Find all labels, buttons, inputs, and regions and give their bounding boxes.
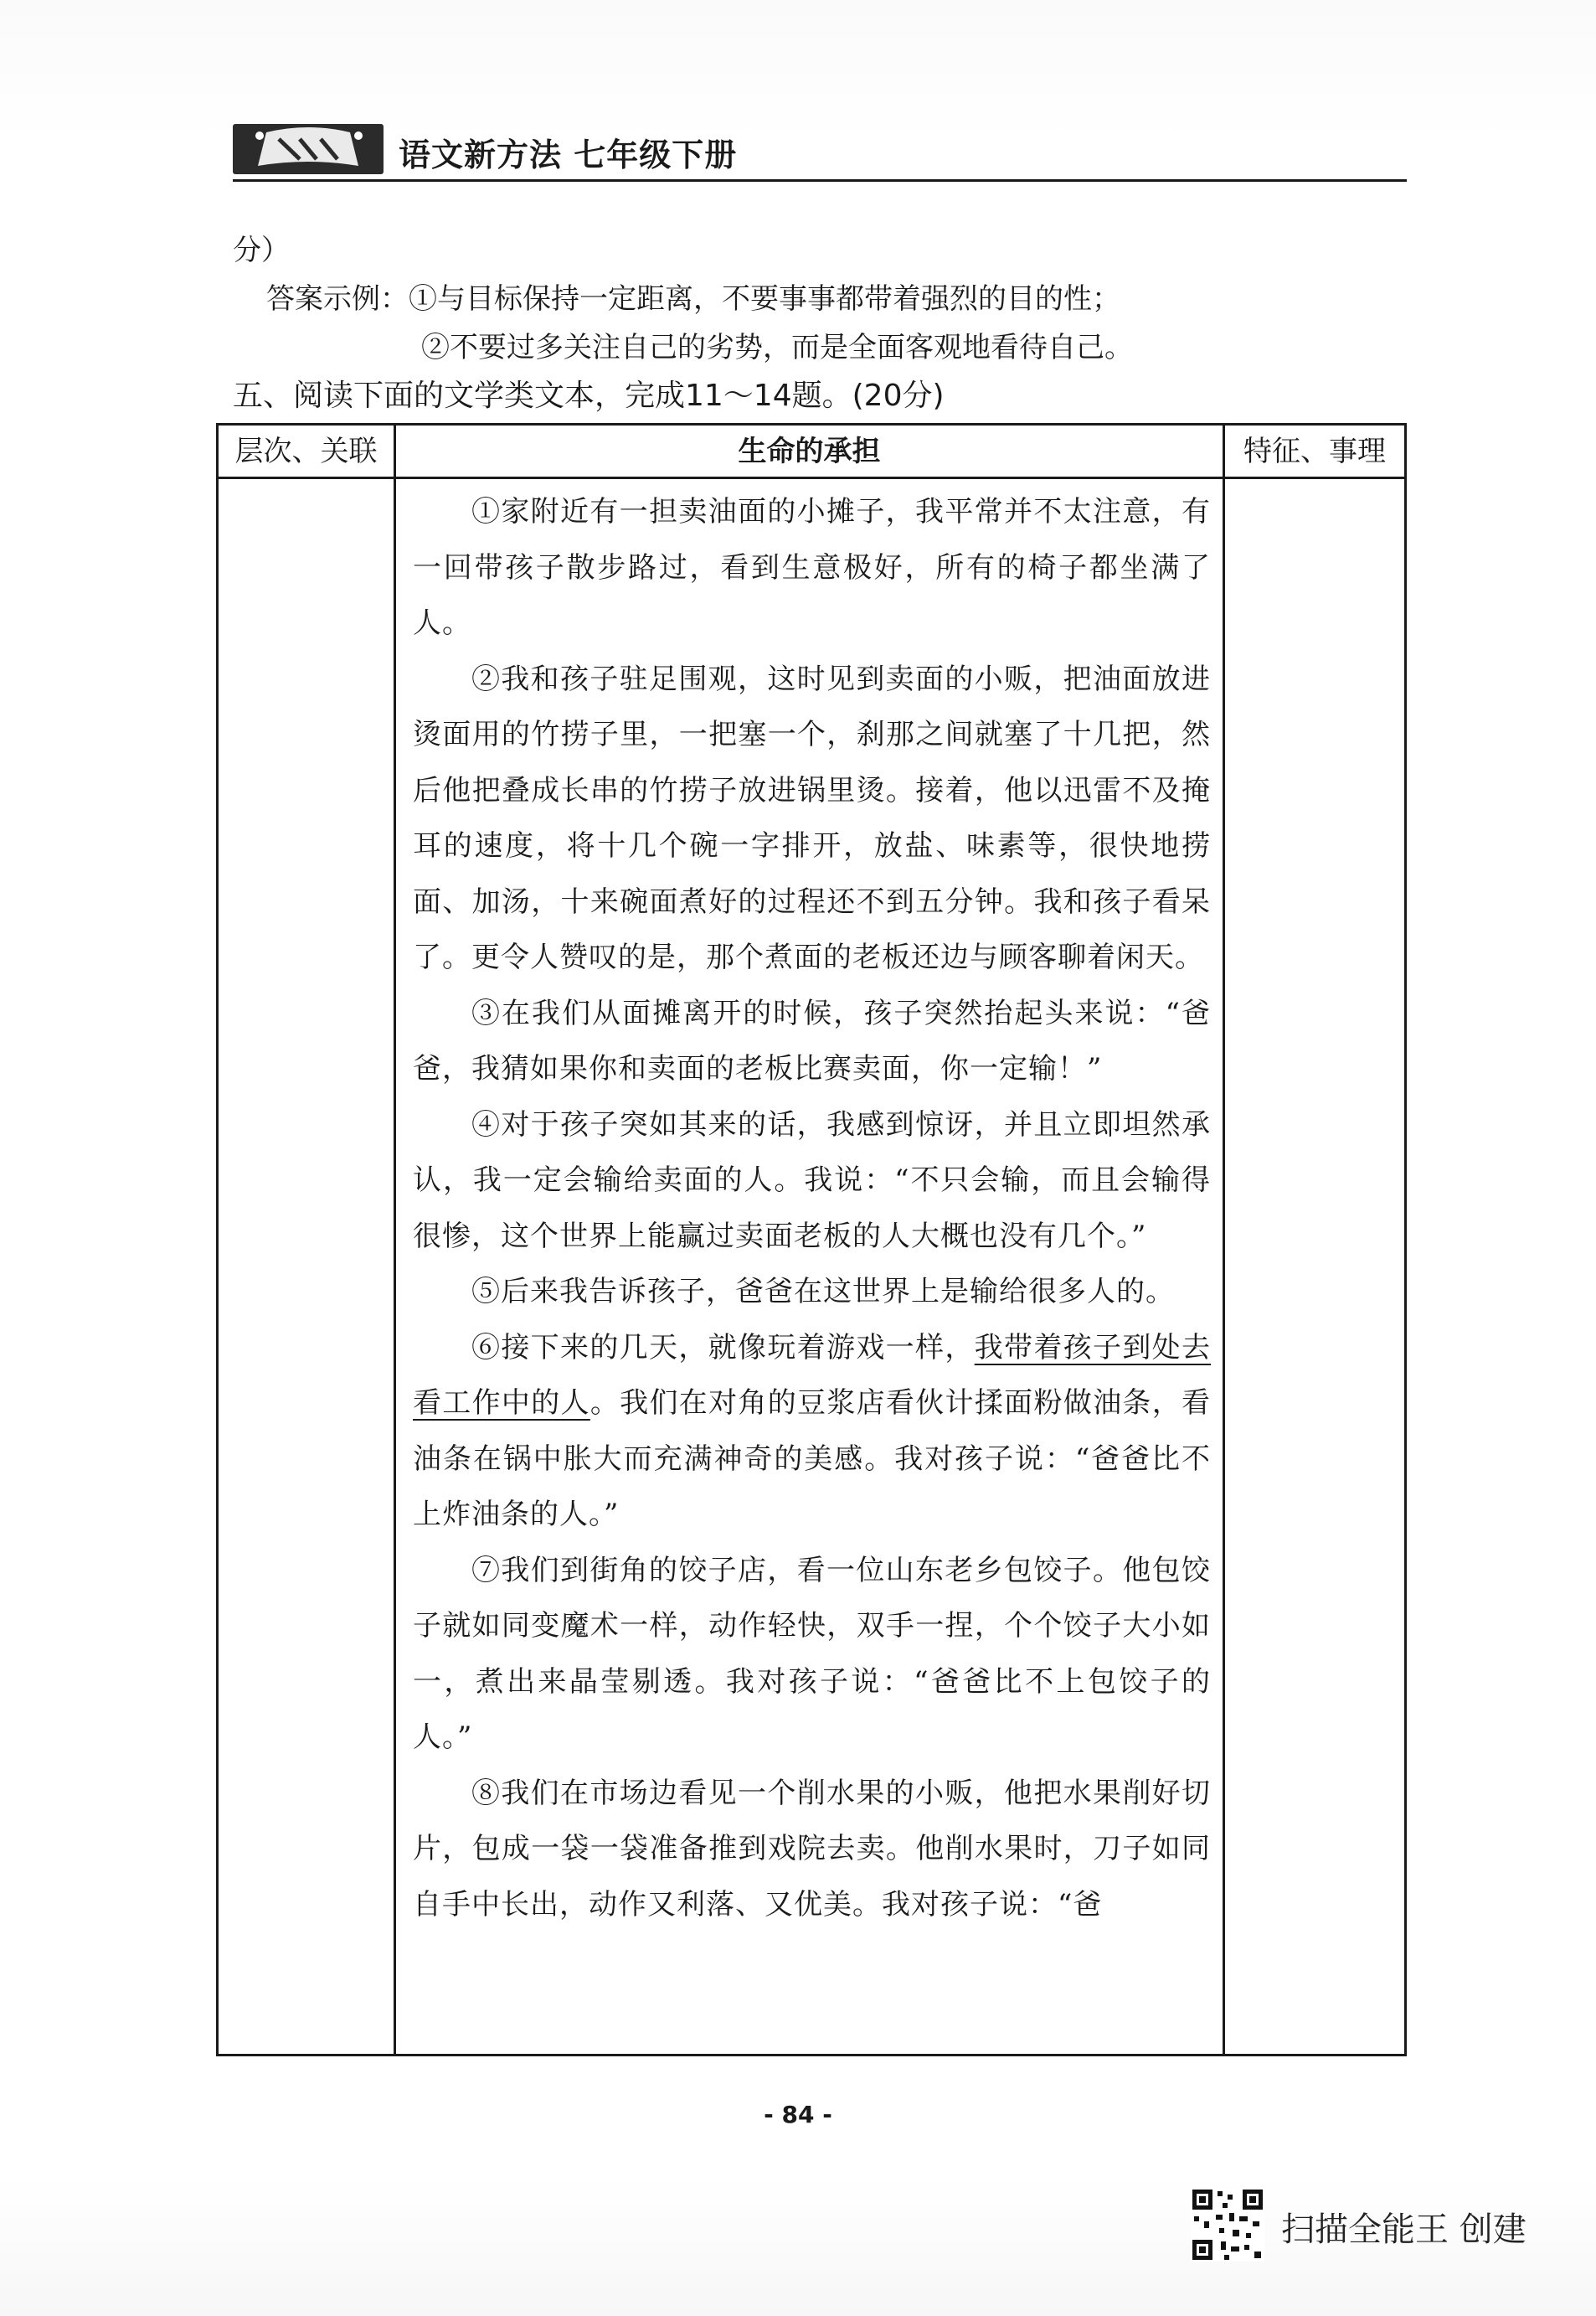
answer-label: 答案示例：	[266, 282, 409, 316]
feature-column	[1225, 426, 1404, 2054]
scanner-watermark	[1191, 2188, 1542, 2268]
layer-column-header: 层次、关联	[219, 426, 394, 479]
paragraph-1: ①家附近有一担卖油面的小摊子，我平常并不太注意，有一回带孩子散步路过，看到生意极好，所有的椅子都坐满了人。	[413, 495, 1211, 640]
qr-code-icon	[1191, 2188, 1264, 2262]
paragraph-4: ④对于孩子突如其来的话，我感到惊讶，并且立即坦然承认，我一定会输给卖面的人。我说：“不只会输，而且会输得很惨，这个世界上能赢过卖面老板的人大概也没有几个。”	[413, 1107, 1211, 1253]
paragraph-5: ⑤后来我告诉孩子，爸爸在这世界上是输给很多人的。	[471, 1275, 1175, 1308]
header-divider	[233, 179, 1407, 182]
article-column	[396, 426, 1225, 2054]
article-body	[396, 479, 1223, 1932]
page-number: - 84 -	[764, 2101, 832, 2128]
paragraph-2: ②我和孩子驻足围观，这时见到卖面的小贩，把油面放进烫面用的竹捞子里，一把塞一个，刹那之间就塞了十几把，然后他把叠成长串的竹捞子放进锅里烫。接着，他以迅雷不及掩耳的速度，将十几个碗一字排开，放盐、味素等，很快地捞面、加汤，十来碗面煮好的过程还不到五分钟。我和孩子看呆了。更令人赞叹的是，那个煮面的老板还边与顾客聊着闲天。	[413, 662, 1211, 974]
answer-item-1: ①与目标保持一定距离，不要事事都带着强烈的目的性；	[409, 282, 1120, 316]
paragraph-8: ⑧我们在市场边看见一个削水果的小贩，他把水果削好切片，包成一袋一袋准备推到戏院去卖。他削水果时，刀子如同自手中长出，动作又利落、又优美。我对孩子说：“爸	[413, 1776, 1211, 1921]
page-header	[233, 117, 1407, 184]
book-logo-icon	[233, 124, 384, 174]
paragraph-6-start: ⑥接下来的几天，就像玩着游戏一样，	[471, 1330, 975, 1364]
previous-score-tail: 分）	[233, 234, 290, 267]
answer-example-line	[233, 275, 1407, 323]
book-title: 语文新方法 七年级下册	[399, 137, 738, 173]
layer-column	[219, 426, 396, 2054]
paragraph-6	[413, 1320, 1211, 1543]
answer-item-2: ②不要过多关注自己的劣势，而是全面客观地看待自己。	[421, 331, 1133, 364]
article-title: 生命的承担	[396, 426, 1223, 479]
paragraph-6-end: 。我们在对角的豆浆店看伙计揉面粉做油条，看油条在锅中胀大而充满神奇的美感。我对孩子说：“爸爸比不上炸油条的人。”	[413, 1386, 1212, 1531]
reading-table	[216, 423, 1407, 2056]
watermark-text: 扫描全能王 创建	[1281, 2210, 1526, 2249]
feature-column-header: 特征、事理	[1225, 426, 1404, 479]
paragraph-7: ⑦我们到街角的饺子店，看一位山东老乡包饺子。他包饺子就如同变魔术一样，动作轻快，双手一捏，个个饺子大小如一，煮出来晶莹剔透。我对孩子说：“爸爸比不上包饺子的人。”	[413, 1553, 1211, 1754]
section-title: 五、阅读下面的文学类文本，完成11～14题。(20分)	[233, 379, 945, 413]
paragraph-3: ③在我们从面摊离开的时候，孩子突然抬起头来说：“爸爸，我猜如果你和卖面的老板比赛卖面，你一定输！”	[413, 996, 1211, 1086]
intro-section	[233, 226, 1407, 420]
underlined-sentence: 我带着孩子到处去看工作中的人	[413, 1330, 1212, 1420]
